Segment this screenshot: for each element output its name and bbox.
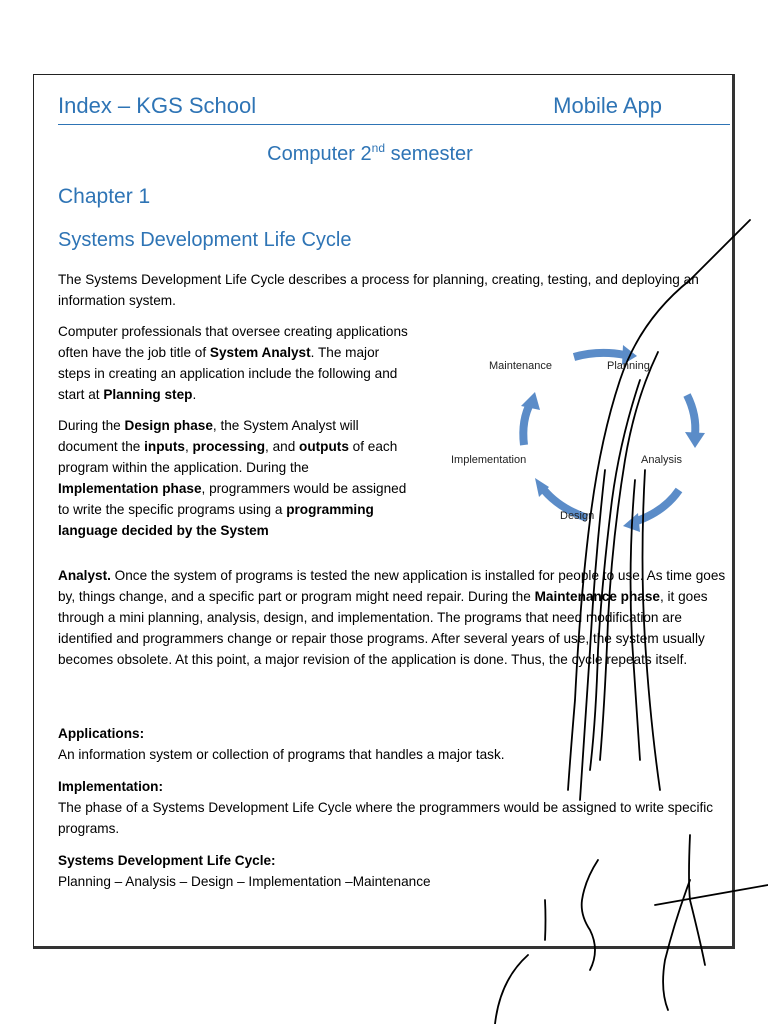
definition-applications: [58, 723, 734, 765]
left-column: [58, 321, 410, 551]
subtitle-main: Computer 2: [267, 143, 372, 165]
section-heading: Systems Development Life Cycle: [58, 229, 352, 251]
cycle-label-analysis: Analysis: [641, 454, 682, 466]
sdlc-cycle-diagram: [439, 340, 709, 540]
definition-term: Applications:: [58, 726, 145, 741]
definition-text: The phase of a Systems Development Life Cycle where the programmers would be assigned to write specific programs.: [58, 800, 714, 836]
document-page: [33, 74, 735, 949]
header-title-right: Mobile App: [553, 93, 662, 118]
paragraph-design-phase: During the Design phase, the System Analyst will document the inputs, processing, and outputs of each program within the application. During the Implementation phase, programmers would be assigned to write the specific programs using a programming language decided by the System: [58, 418, 407, 538]
definition-sdlc: [58, 850, 734, 892]
paragraph-system-analyst: Computer professionals that oversee creating applications often have the job title of System Analyst. The major steps in creating an application include the following and start at Planning step.: [58, 324, 408, 402]
definition-term: Systems Development Life Cycle:: [58, 853, 276, 868]
definition-term: Implementation:: [58, 779, 163, 794]
arrowhead-design: [623, 513, 640, 532]
scribble-stroke: [495, 955, 528, 1024]
arrowhead-analysis: [685, 432, 705, 448]
cycle-label-design: Design: [560, 510, 595, 522]
definition-text: Planning – Analysis – Design – Implementation –Maintenance: [58, 874, 431, 889]
subtitle-superscript: nd: [371, 141, 386, 155]
page-subtitle: [34, 141, 706, 166]
arrowhead-maintenance: [521, 392, 540, 410]
subtitle-rest: semester: [385, 143, 473, 165]
arrow-implementation-to-maintenance: [523, 402, 531, 445]
cycle-label-implementation: Implementation: [451, 454, 527, 466]
chapter-heading: Chapter 1: [58, 185, 151, 208]
page-header: [58, 91, 730, 125]
arrow-maintenance-to-planning: [574, 353, 625, 357]
definition-text: An information system or collection of programs that handles a major task.: [58, 747, 505, 762]
intro-paragraph: The Systems Development Life Cycle describes a process for planning, creating, testing, and deploying an information system.: [58, 272, 699, 308]
arrow-planning-to-analysis: [687, 395, 695, 435]
arrow-analysis-to-design: [634, 490, 679, 522]
cycle-label-maintenance: Maintenance: [489, 360, 552, 372]
header-title-left: Index – KGS School: [58, 93, 257, 118]
paragraph-maintenance: Analyst. Once the system of programs is tested the new application is installed for people to use. As time goes by, things change, and a specific part or program might need repair. During the Maintenance phase, it goes through a mini planning, analysis, design, and implementation. The programs that need modification are identified and programmers change or repair those programs. After several years of use, the system usually becomes obsolete. At this point, a major revision of the application is done. Thus, the cycle repeats itself.: [58, 568, 726, 667]
definition-implementation: [58, 776, 734, 839]
cycle-label-planning: Planning: [607, 360, 650, 372]
